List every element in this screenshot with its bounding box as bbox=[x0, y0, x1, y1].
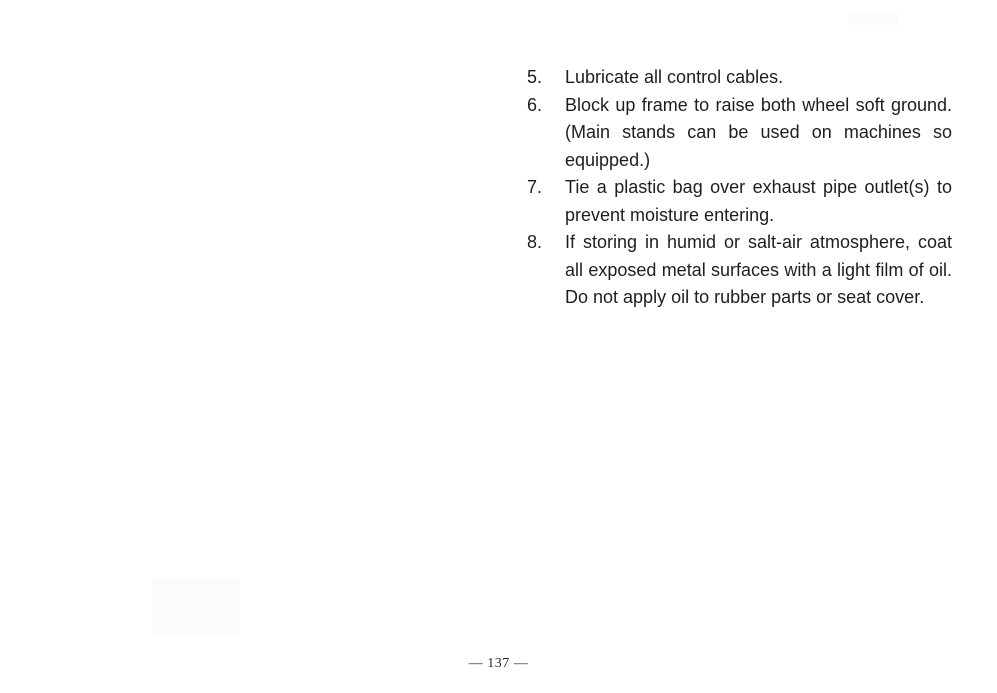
list-item-step-6 bbox=[527, 92, 952, 175]
step-text: Tie a plastic bag over exhaust pipe outlet(s) to prevent moisture entering. bbox=[565, 177, 952, 225]
step-text: If storing in humid or salt-air atmosphere, coat all exposed metal surfaces with a light film of oil. Do not apply oil to rubber parts or seat cover. bbox=[565, 232, 952, 307]
scan-artifact bbox=[848, 12, 898, 30]
storage-instructions-list bbox=[527, 64, 952, 312]
page-number: — 137 — bbox=[468, 656, 529, 671]
list-item-step-5 bbox=[527, 64, 952, 92]
list-item-step-7 bbox=[527, 174, 952, 229]
step-number: 8. bbox=[527, 232, 543, 252]
scan-artifact bbox=[152, 578, 240, 634]
list-item-step-8 bbox=[527, 229, 952, 312]
step-number: 6. bbox=[527, 94, 543, 115]
step-number: 7. bbox=[527, 177, 543, 197]
step-text: Lubricate all control cables. bbox=[565, 67, 784, 87]
step-number: 5. bbox=[527, 67, 543, 87]
step-text: Block up frame to raise both wheel soft ground. (Main stands can be used on machines so equipped.) bbox=[565, 94, 952, 170]
